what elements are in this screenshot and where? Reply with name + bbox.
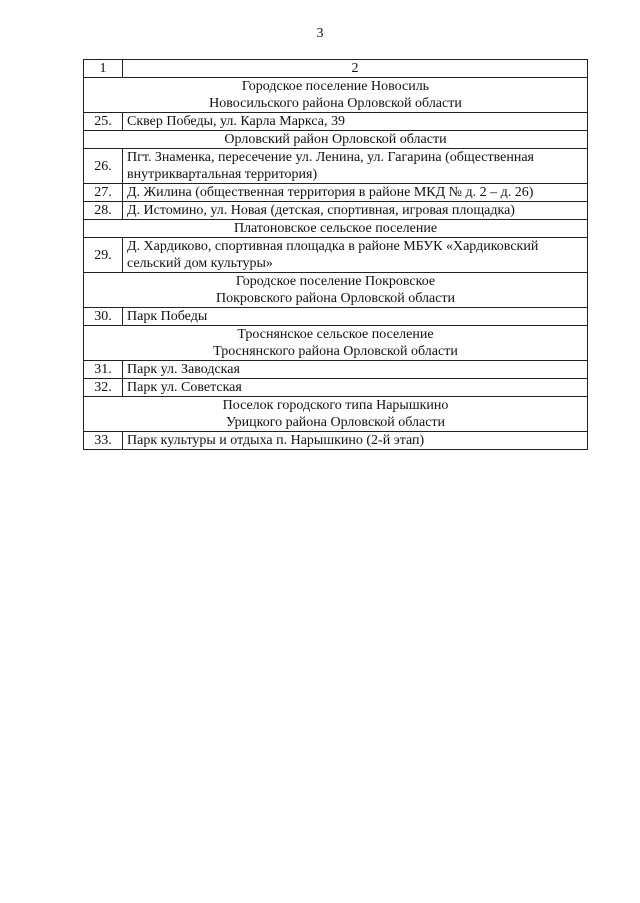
table-row (84, 202, 588, 220)
table-header-row (84, 60, 588, 78)
item-number: 29. (84, 238, 123, 273)
item-description: Парк ул. Советская (123, 379, 588, 397)
table-row (84, 238, 588, 273)
section-title (84, 78, 588, 113)
table-row (84, 379, 588, 397)
item-number: 27. (84, 184, 123, 202)
item-description: Д. Истомино, ул. Новая (детская, спортивная, игровая площадка) (123, 202, 588, 220)
table-row (84, 113, 588, 131)
section-header-row (84, 326, 588, 361)
item-number: 30. (84, 308, 123, 326)
section-header-row (84, 397, 588, 432)
territories-table (83, 59, 588, 450)
section-title-line: Троснянское сельское поселение (237, 327, 434, 342)
section-title-line: Городское поселение Покровское (235, 274, 436, 289)
item-number: 32. (84, 379, 123, 397)
section-title-line: Урицкого района Орловской области (225, 415, 446, 430)
section-header-row (84, 131, 588, 149)
item-number: 33. (84, 432, 123, 450)
section-header-row (84, 273, 588, 308)
section-title (84, 397, 588, 432)
section-title (84, 131, 588, 149)
item-description: Парк ул. Заводская (123, 361, 588, 379)
section-title (84, 220, 588, 238)
item-description: Пгт. Знаменка, пересечение ул. Ленина, ул. Гагарина (общественная внутриквартальная территория) (123, 149, 588, 184)
item-description: Сквер Победы, ул. Карла Маркса, 39 (123, 113, 588, 131)
section-title-line: Городское поселение Новосиль (241, 79, 430, 94)
section-title-line: Новосильского района Орловской области (209, 96, 462, 111)
table-row (84, 308, 588, 326)
item-number: 26. (84, 149, 123, 184)
section-title-line: Поселок городского типа Нарышкино (222, 398, 449, 413)
item-description: Парк культуры и отдыха п. Нарышкино (2-й этап) (123, 432, 588, 450)
section-header-row (84, 78, 588, 113)
header-col-1: 1 (84, 60, 123, 78)
table-row (84, 149, 588, 184)
item-description: Парк Победы (123, 308, 588, 326)
table-row (84, 184, 588, 202)
section-header-row (84, 220, 588, 238)
section-title-line: Орловский район Орловской области (224, 132, 447, 147)
table-body (84, 60, 588, 450)
item-number: 28. (84, 202, 123, 220)
item-description: Д. Хардиково, спортивная площадка в районе МБУК «Хардиковский сельский дом культуры» (123, 238, 588, 273)
table-row (84, 432, 588, 450)
item-number: 31. (84, 361, 123, 379)
page-number: 3 (316, 26, 324, 41)
item-description: Д. Жилина (общественная территория в районе МКД № д. 2 – д. 26) (123, 184, 588, 202)
header-col-2: 2 (123, 60, 588, 78)
section-title-line: Покровского района Орловской области (215, 291, 456, 306)
section-title-line: Троснянского района Орловской области (213, 344, 458, 359)
table-row (84, 361, 588, 379)
section-title (84, 273, 588, 308)
section-title (84, 326, 588, 361)
section-title-line: Платоновское сельское поселение (233, 221, 438, 236)
item-number: 25. (84, 113, 123, 131)
